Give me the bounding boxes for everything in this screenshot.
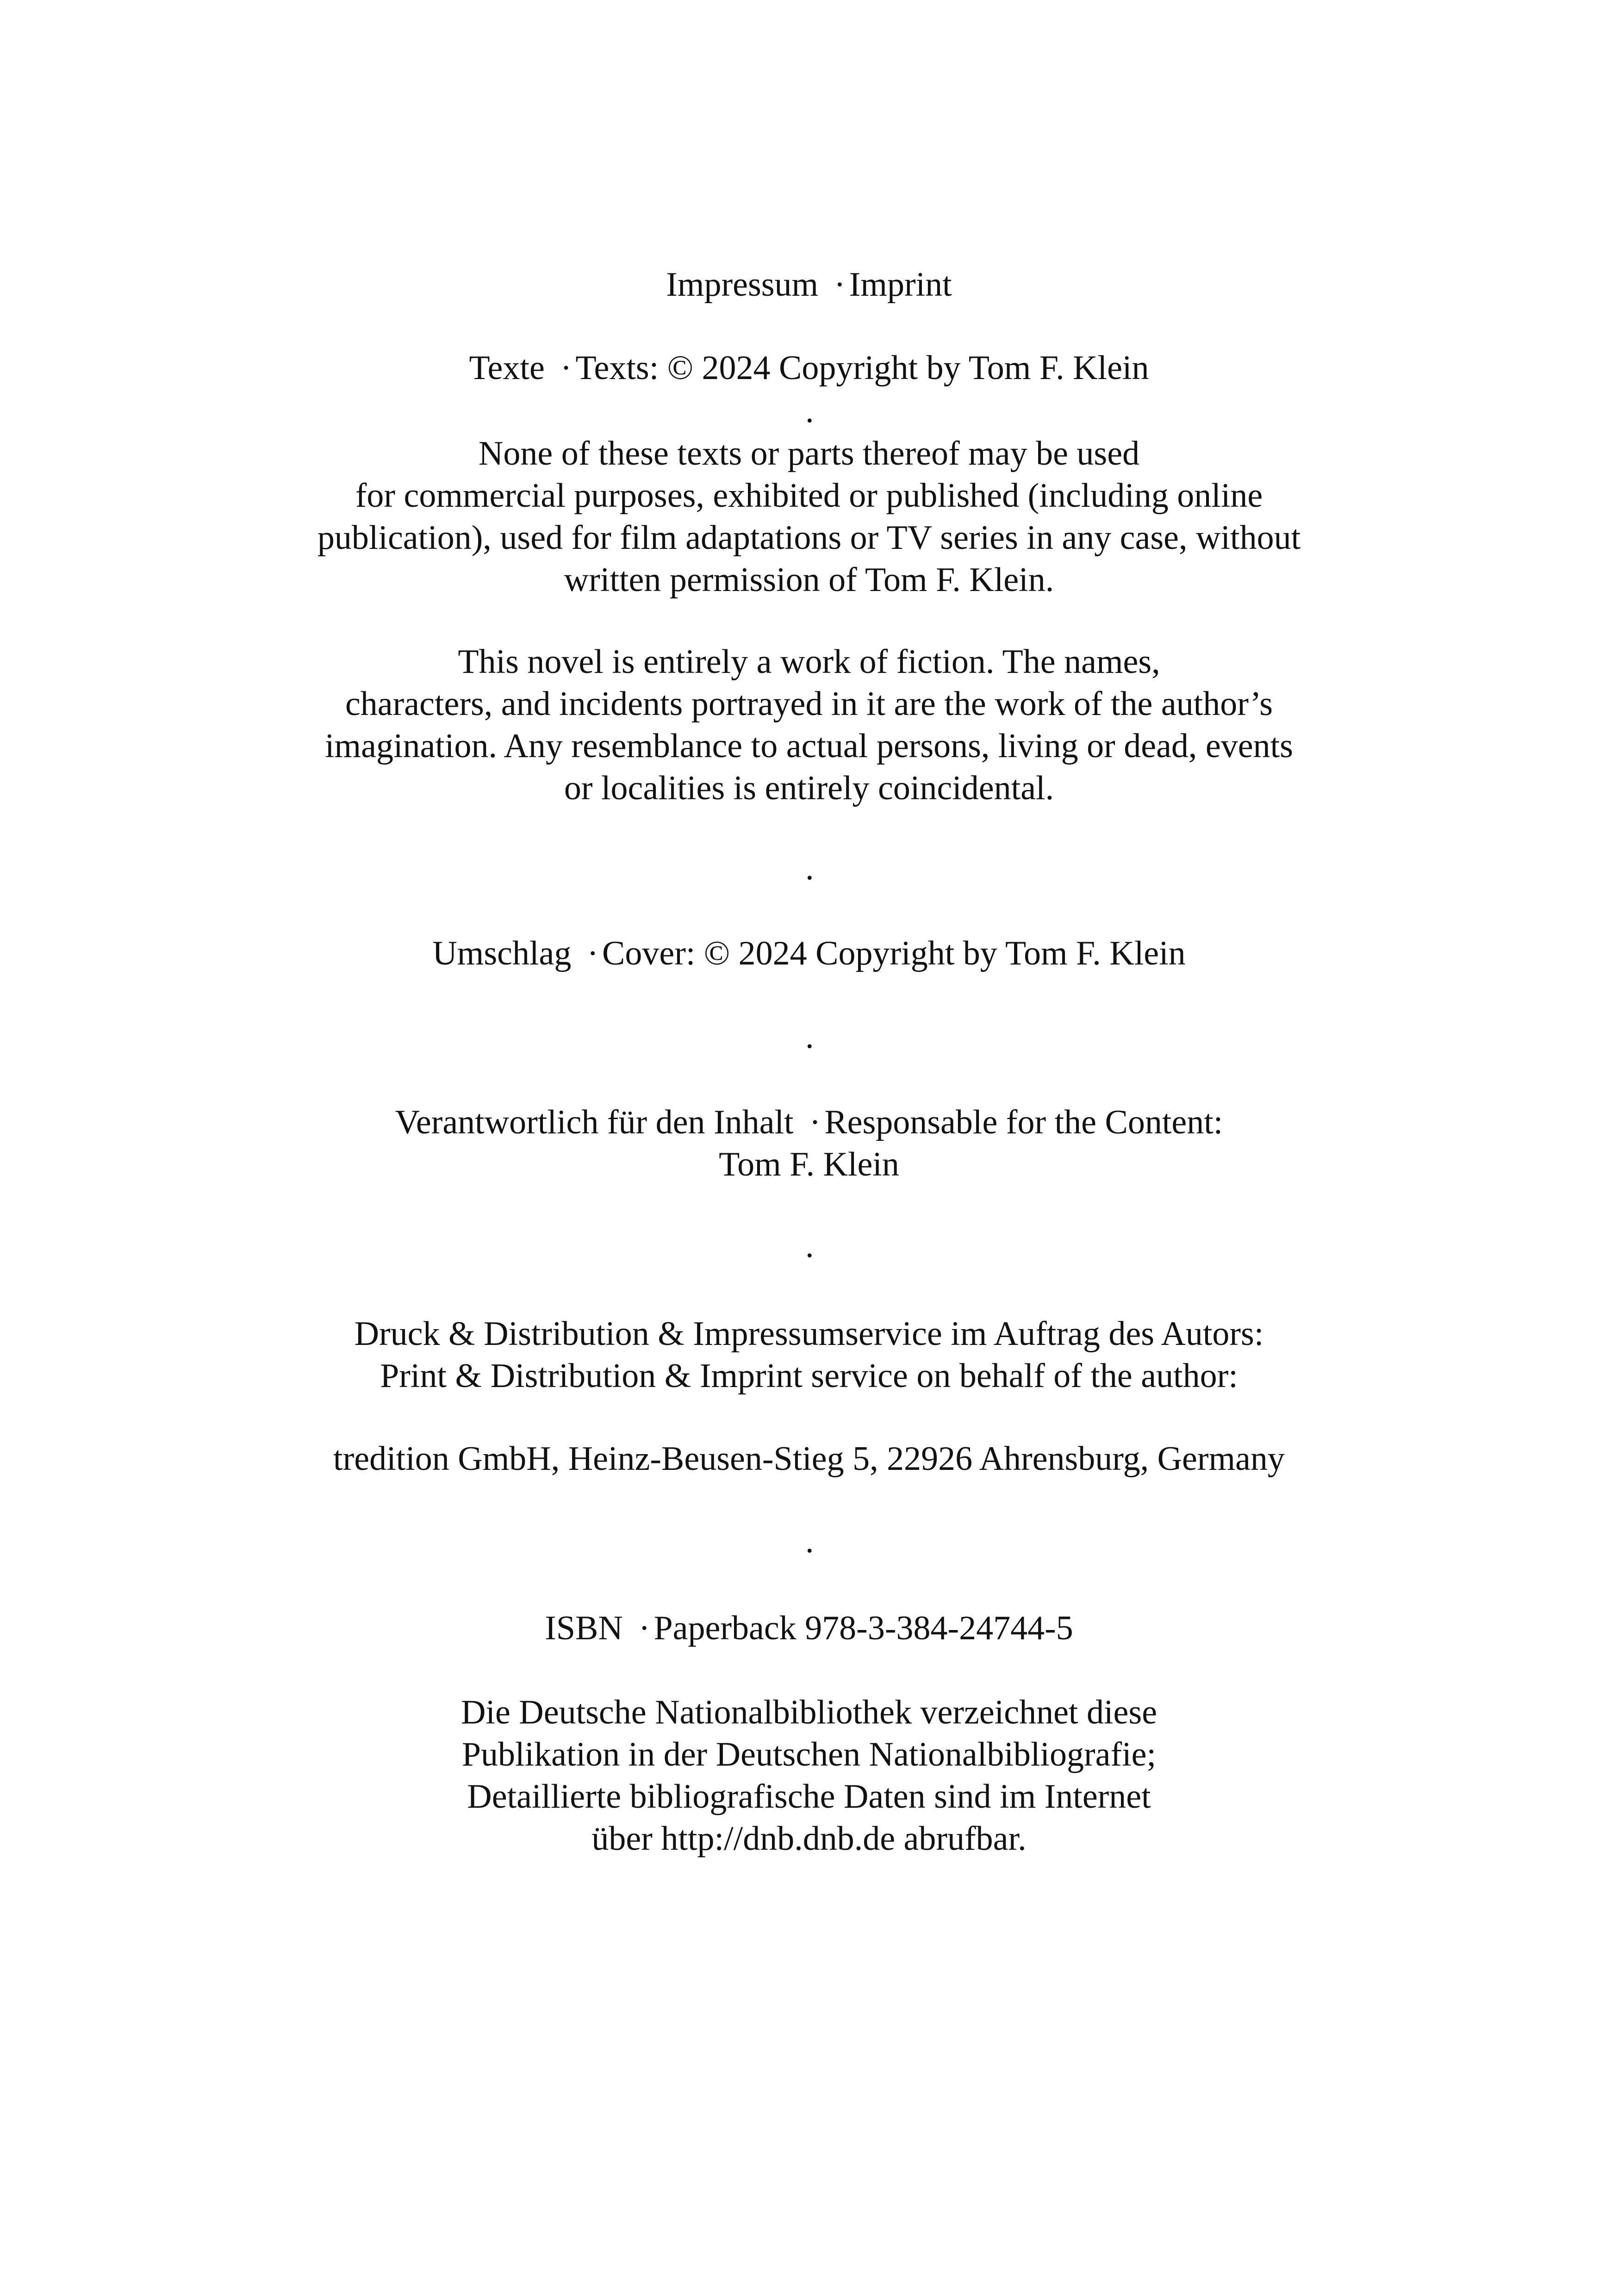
- texts-copyright-de: Texte: [469, 349, 545, 387]
- fiction-disclaimer-line: imagination. Any resemblance to actual persons, living or dead, events: [325, 727, 1293, 765]
- usage-notice-line: publication), used for film adaptations or TV series in any case, without: [317, 519, 1301, 557]
- imprint-heading-en: Imprint: [849, 266, 952, 304]
- dnb-notice: [0, 1692, 1618, 1860]
- fiction-disclaimer-line: or localities is entirely coincidental.: [564, 769, 1054, 807]
- imprint-heading: [0, 264, 1618, 306]
- dnb-notice-line: Die Deutsche Nationalbibliothek verzeichnet diese: [461, 1693, 1157, 1731]
- isbn-label: ISBN: [545, 1609, 623, 1647]
- responsible-en: Responsable for the Content:: [824, 1103, 1223, 1141]
- isbn-value: Paperback 978-3-384-24744-5: [653, 1609, 1073, 1647]
- separator-dot: ·: [834, 266, 846, 304]
- print-distribution-block: [0, 1313, 1618, 1397]
- usage-notice: [0, 433, 1618, 601]
- fiction-disclaimer-line: This novel is entirely a work of fiction. The names,: [458, 643, 1160, 681]
- texts-copyright-line: [0, 347, 1618, 389]
- section-divider-dot: .: [805, 1522, 814, 1560]
- fiction-disclaimer-line: characters, and incidents portrayed in it are the work of the author’s: [345, 685, 1273, 723]
- texts-copyright-en: Texts: © 2024 Copyright by Tom F. Klein: [575, 349, 1149, 387]
- cover-copyright-de: Umschlag: [432, 934, 572, 972]
- usage-notice-line: None of these texts or parts thereof may be used: [478, 435, 1140, 473]
- usage-notice-line: written permission of Tom F. Klein.: [564, 561, 1054, 599]
- publisher-address: tredition GmbH, Heinz-Beusen-Stieg 5, 22926 Ahrensburg, Germany: [333, 1440, 1285, 1478]
- cover-copyright-en: Cover: © 2024 Copyright by Tom F. Klein: [602, 934, 1186, 972]
- separator-dot: ·: [560, 349, 572, 387]
- section-divider-dot: .: [805, 1227, 814, 1265]
- dnb-notice-line: Publikation in der Deutschen Nationalbibliografie;: [461, 1736, 1157, 1773]
- separator-dot: ·: [638, 1609, 650, 1647]
- section-divider-dot: .: [805, 1018, 814, 1056]
- fiction-disclaimer: [0, 641, 1618, 809]
- dnb-notice-line: über http://dnb.dnb.de abrufbar.: [591, 1820, 1027, 1858]
- print-distribution-line: Druck & Distribution & Impressumservice im Auftrag des Autors:: [354, 1315, 1264, 1353]
- separator-dot: ·: [809, 1103, 821, 1141]
- section-divider-dot: .: [805, 849, 814, 887]
- responsible-line: [0, 1101, 1618, 1144]
- usage-notice-line: for commercial purposes, exhibited or published (including online: [355, 477, 1263, 515]
- separator-dot: ·: [587, 934, 599, 972]
- responsible-de: Verantwortlich für den Inhalt: [395, 1103, 794, 1141]
- print-distribution-line: Print & Distribution & Imprint service on behalf of the author:: [380, 1357, 1238, 1395]
- cover-copyright-line: [0, 933, 1618, 975]
- responsible-name: Tom F. Klein: [719, 1145, 899, 1183]
- responsible-block: [0, 1101, 1618, 1186]
- section-divider-dot: .: [805, 392, 814, 430]
- imprint-heading-de: Impressum: [666, 266, 819, 304]
- dnb-notice-line: Detaillierte bibliografische Daten sind im Internet: [467, 1778, 1151, 1816]
- isbn-line: [0, 1607, 1618, 1649]
